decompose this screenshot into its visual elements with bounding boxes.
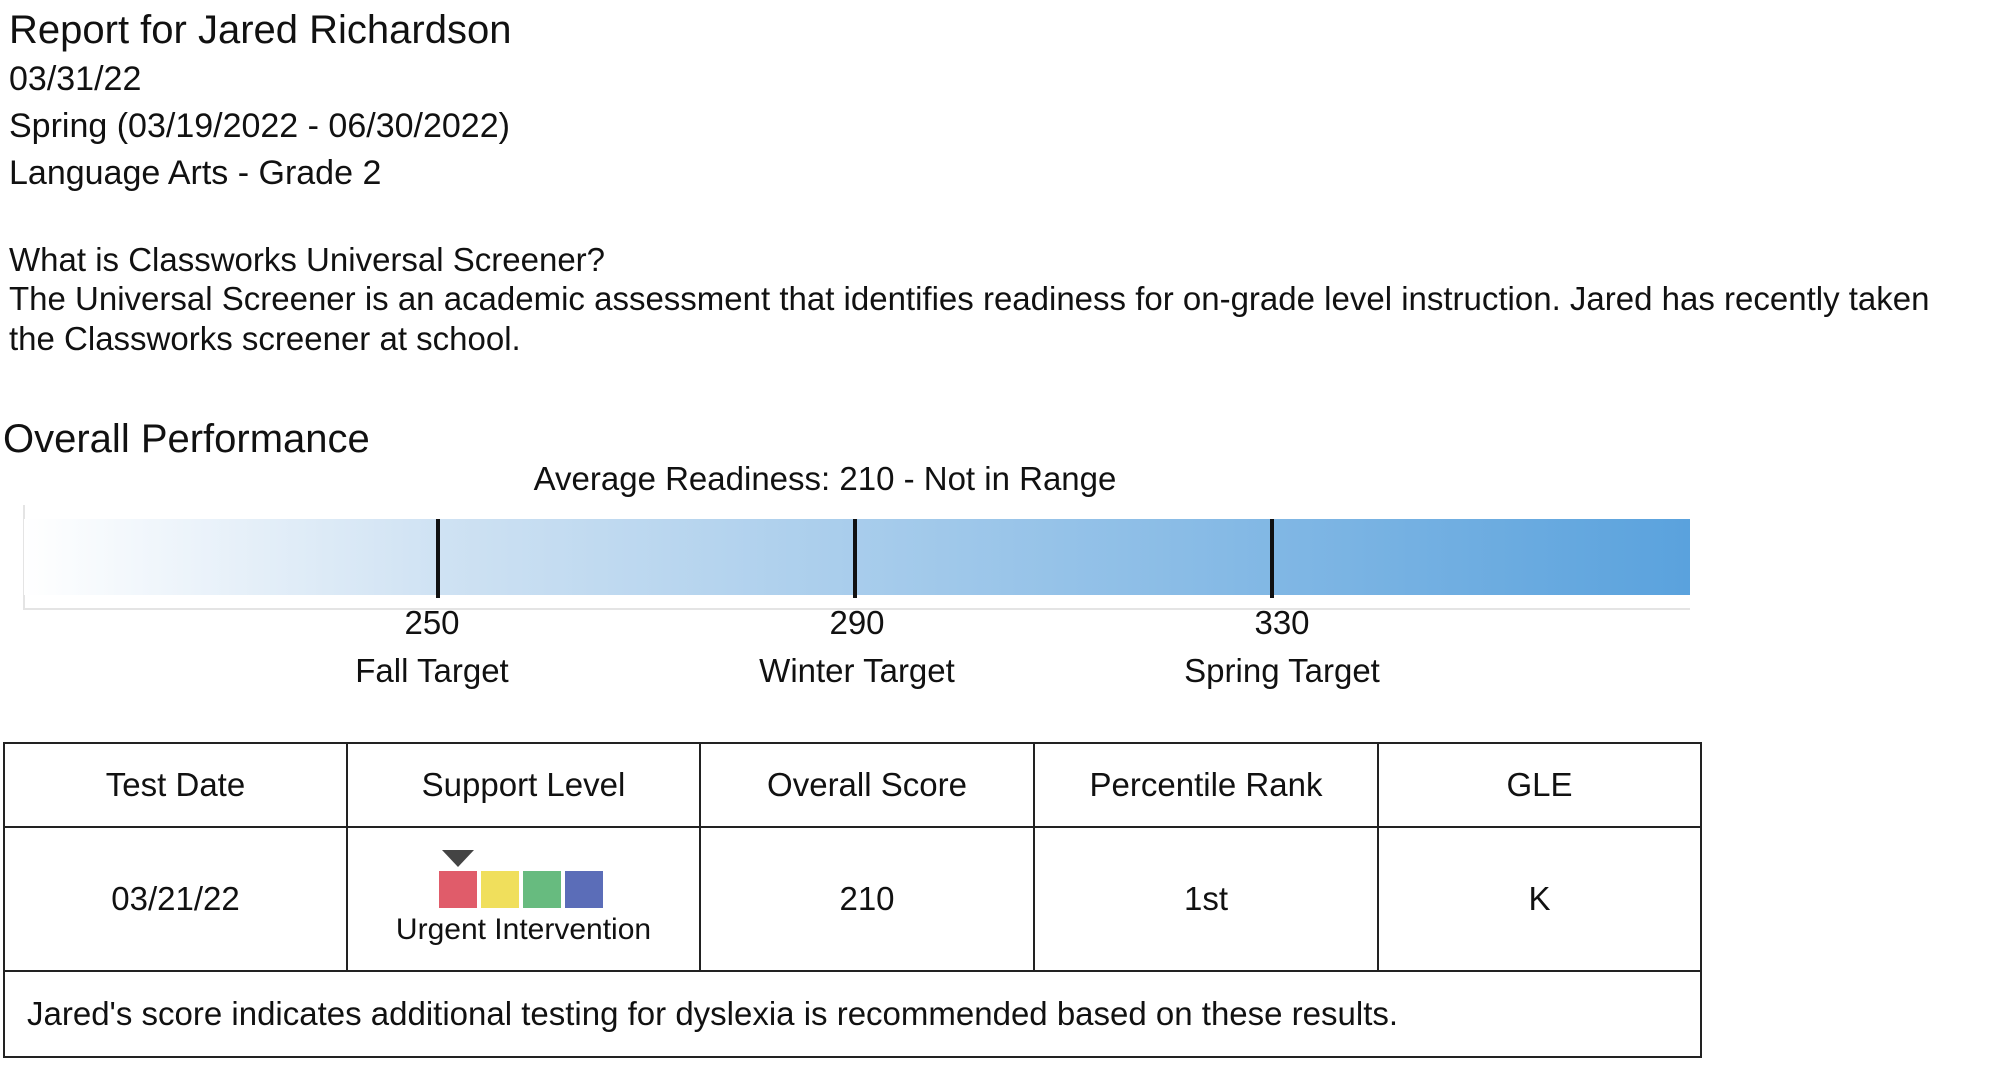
- support-level-scale: [439, 850, 609, 910]
- results-table: [3, 742, 1702, 1058]
- header-test-date: Test Date: [4, 743, 347, 827]
- report-subject: Language Arts - Grade 2: [9, 154, 382, 192]
- cell-support-level: [347, 827, 700, 971]
- screener-question: What is Classworks Universal Screener?: [9, 241, 606, 278]
- average-readiness-label: Average Readiness: 210 - Not in Range: [533, 460, 1117, 497]
- fall-target-label: Fall Target: [355, 652, 509, 689]
- support-segment-urgent: [439, 871, 477, 908]
- header-percentile-rank: Percentile Rank: [1034, 743, 1378, 827]
- readiness-scale: [0, 495, 1700, 615]
- support-segment-advanced: [565, 871, 603, 908]
- spring-target-label: Spring Target: [1184, 652, 1380, 689]
- winter-target-label: Winter Target: [759, 652, 955, 689]
- report-date: 03/31/22: [9, 60, 142, 98]
- header-overall-score: Overall Score: [700, 743, 1034, 827]
- header-gle: GLE: [1378, 743, 1701, 827]
- support-level-marker-icon: [442, 850, 474, 867]
- spring-target-value: 330: [1254, 604, 1310, 641]
- table-note-row: [4, 971, 1701, 1057]
- support-segment-on-level: [523, 871, 561, 908]
- report-term: Spring (03/19/2022 - 06/30/2022): [9, 107, 510, 145]
- table-header-row: [4, 743, 1701, 827]
- cell-percentile-rank: 1st: [1034, 827, 1378, 971]
- support-level-label: Urgent Intervention: [395, 913, 652, 946]
- table-row: [4, 827, 1701, 971]
- support-level-bar: [439, 871, 603, 908]
- cell-overall-score: 210: [700, 827, 1034, 971]
- section-title-overall-performance: Overall Performance: [3, 417, 370, 461]
- screener-description: The Universal Screener is an academic assessment that identifies readiness for on-grade level instruction. Jared has recently taken the Classworks screener at school.: [9, 280, 1930, 357]
- cell-test-date: 03/21/22: [4, 827, 347, 971]
- winter-target-value: 290: [829, 604, 885, 641]
- cell-gle: K: [1378, 827, 1701, 971]
- report-title: Report for Jared Richardson: [9, 8, 512, 52]
- dyslexia-recommendation-note: Jared's score indicates additional testing for dyslexia is recommended based on these results.: [4, 971, 1701, 1057]
- header-support-level: Support Level: [347, 743, 700, 827]
- fall-target-value: 250: [404, 604, 460, 641]
- support-segment-moderate: [481, 871, 519, 908]
